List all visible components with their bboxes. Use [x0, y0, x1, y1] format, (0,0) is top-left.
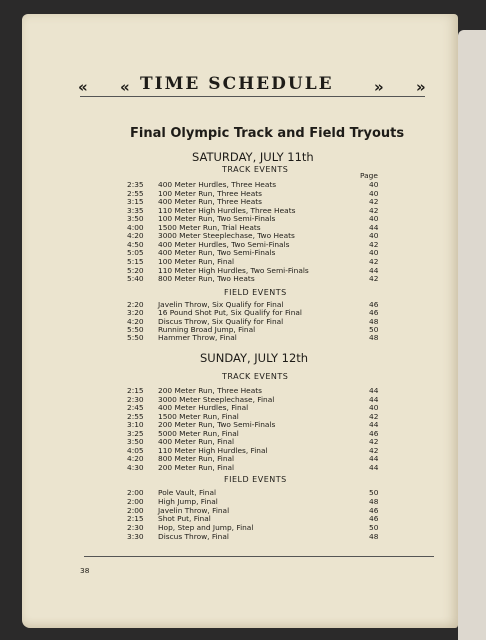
row-page: 50: [369, 324, 379, 334]
row-page: 44: [369, 394, 379, 404]
row-time: 5:40: [127, 274, 144, 284]
row-time: 2:30: [127, 523, 144, 533]
row-time: 2:15: [127, 386, 144, 395]
row-page: 50: [369, 523, 379, 533]
row-page: 44: [369, 454, 379, 463]
row-page: 44: [369, 386, 379, 395]
row-event: 110 Meter High Hurdles, Final: [158, 445, 268, 455]
row-time: 2:35: [127, 180, 144, 189]
row-event: 110 Meter High Hurdles, Three Heats: [158, 205, 296, 215]
row-time: 3:20: [127, 308, 144, 318]
page-column-label: Page: [360, 171, 378, 180]
row-event: 16 Pound Shot Put, Six Qualify for Final: [158, 308, 302, 318]
row-page: 42: [369, 197, 379, 207]
row-page: 46: [369, 300, 379, 309]
row-page: 40: [369, 180, 379, 189]
row-time: 5:15: [127, 256, 144, 266]
row-page: 42: [369, 205, 379, 215]
row-event: High Jump, Final: [158, 496, 218, 506]
row-event: 3000 Meter Steeplechase, Final: [158, 394, 275, 404]
row-page: 44: [369, 222, 379, 232]
row-time: 4:20: [127, 316, 144, 326]
row-page: 42: [369, 411, 379, 421]
row-event: 100 Meter Run, Two Semi-Finals: [158, 214, 276, 224]
row-page: 46: [369, 514, 379, 524]
page-number: 38: [80, 566, 90, 575]
row-event: Hammer Throw, Final: [158, 333, 237, 343]
header-rule: [80, 96, 425, 97]
row-time: 4:20: [127, 231, 144, 241]
row-page: 48: [369, 333, 379, 343]
row-event: 200 Meter Run, Final: [158, 462, 235, 472]
row-page: 40: [369, 403, 379, 412]
row-time: 3:50: [127, 437, 144, 446]
row-page: 40: [369, 248, 379, 258]
row-event: Javelin Throw, Final: [158, 505, 230, 515]
row-page: 42: [369, 437, 379, 446]
row-event: 5000 Meter Run, Final: [158, 428, 239, 438]
row-event: 100 Meter Run, Three Heats: [158, 188, 262, 198]
row-page: 44: [369, 265, 379, 275]
row-page: 48: [369, 532, 379, 541]
row-page: 44: [369, 420, 379, 429]
row-time: 2:00: [127, 496, 144, 506]
row-event: 400 Meter Run, Final: [158, 437, 235, 446]
row-time: 5:05: [127, 248, 144, 258]
sunday-field-heading: FIELD EVENTS: [224, 475, 287, 484]
row-event: 400 Meter Run, Three Heats: [158, 197, 262, 207]
row-page: 48: [369, 316, 379, 326]
right-guillemet: »: [416, 78, 426, 96]
row-event: 100 Meter Run, Final: [158, 256, 235, 266]
row-event: 1500 Meter Run, Final: [158, 411, 239, 421]
row-time: 3:10: [127, 420, 144, 429]
row-time: 4:05: [127, 445, 144, 455]
row-event: Discus Throw, Final: [158, 532, 229, 541]
row-time: 3:50: [127, 214, 144, 224]
left-guillemet: «: [120, 78, 130, 96]
row-page: 40: [369, 188, 379, 198]
row-time: 5:50: [127, 333, 144, 343]
row-event: 3000 Meter Steeplechase, Two Heats: [158, 231, 295, 241]
row-event: Pole Vault, Final: [158, 488, 217, 497]
row-page: 40: [369, 214, 379, 224]
row-time: 2:45: [127, 403, 144, 412]
row-time: 3:35: [127, 205, 144, 215]
page-heading: Final Olympic Track and Field Tryouts: [130, 126, 405, 141]
footer-rule: [84, 556, 434, 557]
row-time: 4:50: [127, 239, 144, 249]
row-time: 3:25: [127, 428, 144, 438]
row-event: 800 Meter Run, Two Heats: [158, 274, 255, 284]
row-page: 50: [369, 488, 379, 497]
row-page: 44: [369, 462, 379, 472]
row-page: 46: [369, 428, 379, 438]
row-time: 2:20: [127, 300, 144, 309]
row-page: 42: [369, 274, 379, 284]
row-time: 2:00: [127, 505, 144, 515]
row-event: Running Broad Jump, Final: [158, 324, 256, 334]
row-time: 2:15: [127, 514, 144, 524]
saturday-day-heading: SATURDAY, JULY 11th: [192, 150, 314, 164]
right-guillemet: »: [374, 78, 384, 96]
row-time: 5:50: [127, 324, 144, 334]
row-time: 4:00: [127, 222, 144, 232]
row-page: 42: [369, 239, 379, 249]
row-event: 200 Meter Run, Three Heats: [158, 386, 262, 395]
row-event: 800 Meter Run, Final: [158, 454, 235, 463]
saturday-track-heading: TRACK EVENTS: [222, 165, 289, 174]
sunday-day-heading: SUNDAY, JULY 12th: [200, 351, 309, 365]
saturday-field-heading: FIELD EVENTS: [224, 288, 287, 297]
row-event: Hop, Step and Jump, Final: [158, 523, 254, 533]
row-event: Javelin Throw, Six Qualify for Final: [158, 300, 284, 309]
row-time: 2:00: [127, 488, 144, 497]
row-event: 400 Meter Hurdles, Final: [158, 403, 249, 412]
row-event: 200 Meter Run, Two Semi-Finals: [158, 420, 276, 429]
row-event: 400 Meter Hurdles, Two Semi-Finals: [158, 239, 290, 249]
row-time: 4:20: [127, 454, 144, 463]
row-event: 110 Meter High Hurdles, Two Semi-Finals: [158, 265, 309, 275]
row-page: 40: [369, 231, 379, 241]
row-time: 4:30: [127, 462, 144, 472]
row-page: 46: [369, 308, 379, 318]
row-page: 42: [369, 445, 379, 455]
row-time: 2:55: [127, 411, 144, 421]
program-page: [22, 14, 458, 628]
row-time: 2:30: [127, 394, 144, 404]
row-time: 3:15: [127, 197, 144, 207]
row-time: 2:55: [127, 188, 144, 198]
sunday-track-heading: TRACK EVENTS: [222, 372, 289, 381]
row-event: 400 Meter Run, Two Semi-Finals: [158, 248, 276, 258]
row-time: 3:30: [127, 532, 144, 541]
row-page: 46: [369, 505, 379, 515]
row-time: 5:20: [127, 265, 144, 275]
row-event: Shot Put, Final: [158, 514, 211, 524]
left-guillemet: «: [78, 78, 88, 96]
row-page: 48: [369, 496, 379, 506]
row-event: Discus Throw, Six Qualify for Final: [158, 316, 284, 326]
schedule-header: [22, 72, 458, 102]
row-page: 42: [369, 256, 379, 266]
schedule-title: TIME SCHEDULE: [140, 74, 334, 94]
row-event: 400 Meter Hurdles, Three Heats: [158, 180, 277, 189]
adjacent-page-edge: [458, 30, 486, 640]
row-event: 1500 Meter Run, Trial Heats: [158, 222, 261, 232]
